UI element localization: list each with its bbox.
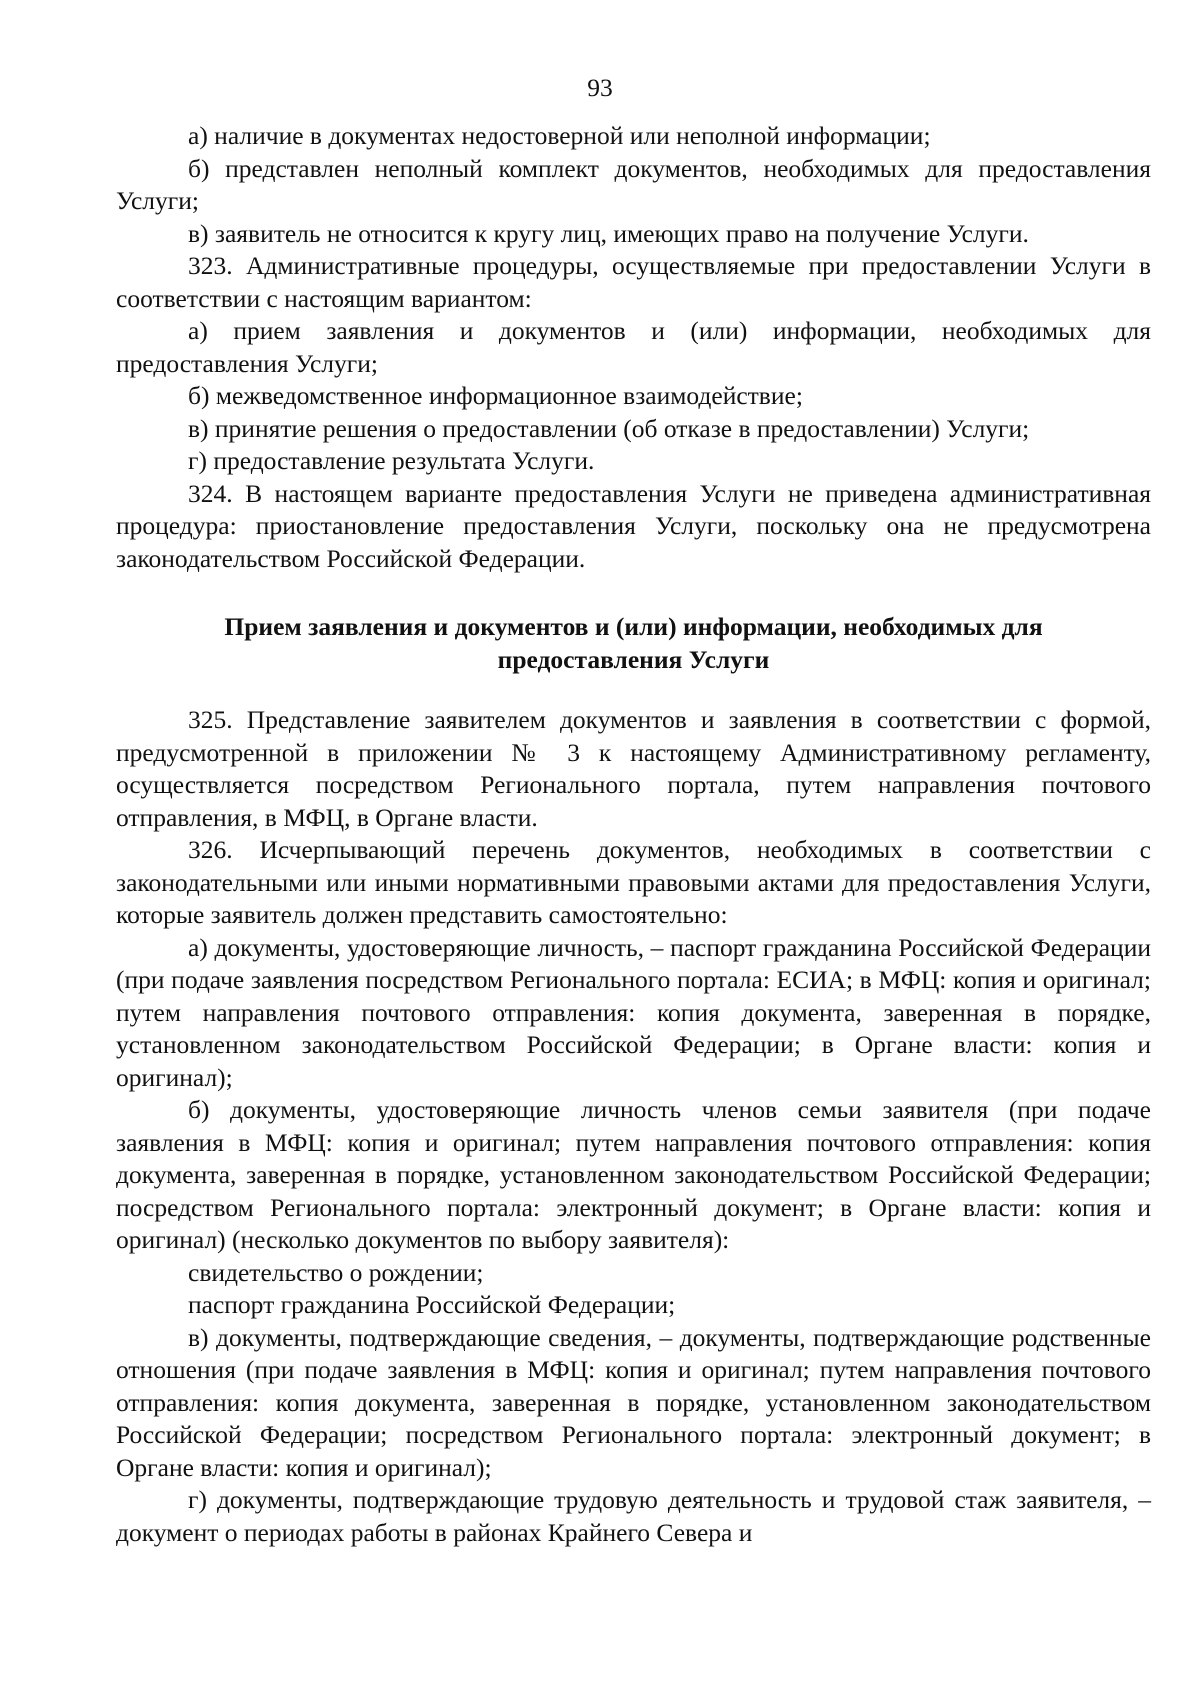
paragraph-a-unreliable-info: а) наличие в документах недостоверной или неполной информации; (188, 121, 931, 150)
section-heading-line-1: Прием заявления и документов и (или) информации, необходимых для (224, 612, 1043, 641)
paragraph-326: 326. Исчерпывающий перечень документов, необходимых в соответствии с законодательными или иными нормативными правовыми актами для предоставления Услуги, которые заявитель должен представить самостоятельно: (116, 835, 1151, 929)
list-item-birth-certificate: свидетельство о рождении; (188, 1257, 484, 1287)
paragraph-326-a: а) документы, удостоверяющие личность, – паспорт гражданина Российской Федерации (при подаче заявления посредством Регионального портала: ЕСИА; в МФЦ: копия и оригинал; путем направления почтового отправления: копия документа, заверенная в порядке, установленном законодательством Российской Федерации; в Органе власти: копия и оригинал); (116, 932, 1151, 1092)
paragraph-323: 323. Административные процедуры, осуществляемые при предоставлении Услуги в соответствии с настоящим вариантом: (116, 251, 1151, 313)
paragraph-v-not-eligible: в) заявитель не относится к кругу лиц, имеющих право на получение Услуги. (188, 218, 1029, 248)
paragraph-325: 325. Представление заявителем документов и заявления в соответствии с формой, предусмотренной в приложении № 3 к настоящему Административному регламенту, осуществляется посредством Регионального портала, путем направления почтового отправления, в МФЦ, в Органе власти. (116, 705, 1151, 832)
paragraph-324: 324. В настоящем варианте предоставления Услуги не приведена административная процедура: приостановление предоставления Услуги, поскольку она не предусмотрена законодательством Российской Федерации. (116, 478, 1151, 573)
paragraph-323-a: а) прием заявления и документов и (или) информации, необходимых для предоставления Услуги; (116, 316, 1151, 378)
paragraph-326-g: г) документы, подтверждающие трудовую деятельность и трудовой стаж заявителя, – документ о периодах работы в районах Крайнего Севера и (116, 1485, 1151, 1547)
page-number: 93 (587, 73, 613, 102)
paragraph-326-v: в) документы, подтверждающие сведения, – документы, подтверждающие родственные отношения (при подаче заявления в МФЦ: копия и оригинал; путем направления почтового отправления: копия документа, заверенная в порядке, установленном законодательством Российской Федерации; посредством Регионального портала: электронный документ; в Органе власти: копия и оригинал); (116, 1322, 1151, 1482)
list-item-passport: паспорт гражданина Российской Федерации; (188, 1290, 676, 1319)
paragraph-326-b: б) документы, удостоверяющие личность членов семьи заявителя (при подаче заявления в МФЦ: копия и оригинал; путем направления почтового отправления: копия документа, заверенная в порядке, установленном законодательством Российской Федерации; посредством Регионального портала: электронный документ; в Органе власти: копия и оригинал) (несколько документов по выбору заявителя): (116, 1095, 1151, 1254)
document-body (116, 120, 1151, 1549)
paragraph-323-v: в) принятие решения о предоставлении (об отказе в предоставлении) Услуги; (188, 413, 1030, 443)
paragraph-323-g: г) предоставление результата Услуги. (188, 446, 595, 475)
paragraph-323-b: б) межведомственное информационное взаимодействие; (188, 381, 803, 410)
paragraph-b-incomplete-set: б) представлен неполный комплект документов, необходимых для предоставления Услуги; (116, 153, 1151, 215)
section-heading (116, 611, 1151, 676)
section-heading-line-2: предоставления Услуги (497, 644, 770, 674)
